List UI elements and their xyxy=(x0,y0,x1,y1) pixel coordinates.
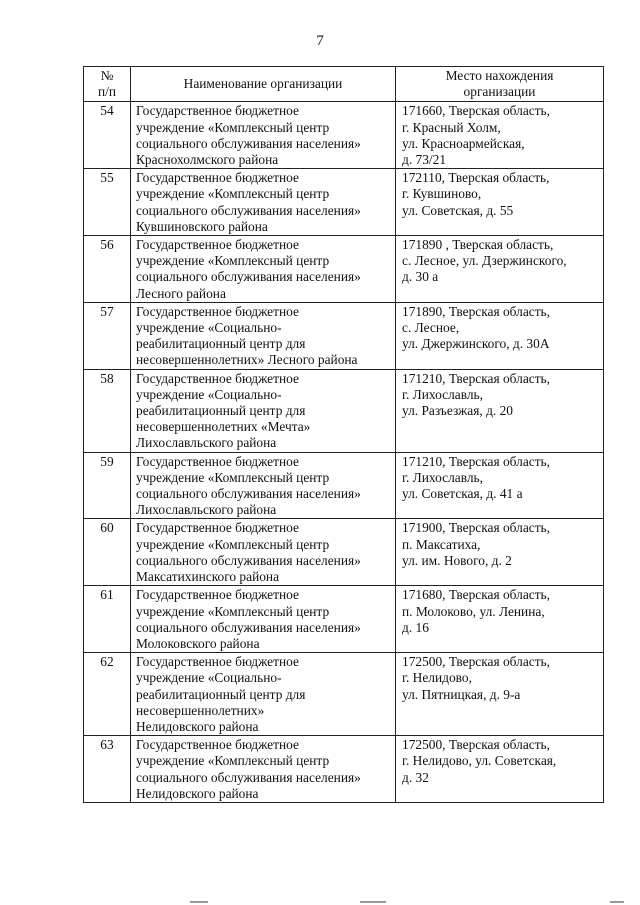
text-line: учреждение «Комплексный центр xyxy=(136,253,330,269)
text-line: учреждение «Социально- xyxy=(136,670,282,686)
organization-address xyxy=(396,302,604,369)
text-line: Государственное бюджетное xyxy=(136,237,299,253)
text-line: г. Лихославль, xyxy=(402,386,483,402)
header-row xyxy=(84,67,604,102)
table-row xyxy=(84,236,604,303)
text-line: реабилитационный центр для xyxy=(136,403,306,419)
text-line: ул. Разъезжая, д. 20 xyxy=(402,403,513,419)
text-line: 171890 , Тверская область, xyxy=(402,237,554,253)
text-line: д. 30 а xyxy=(402,269,439,285)
text-line: Лесного района xyxy=(136,285,226,301)
text-line: ул. Джержинского, д. 30А xyxy=(402,336,550,352)
text-line: ул. Советская, д. 41 а xyxy=(402,486,523,502)
text-line: Государственное бюджетное xyxy=(136,453,299,469)
text-line: 171680, Тверская область, xyxy=(402,587,551,603)
text-line: Государственное бюджетное xyxy=(136,737,299,753)
text-line: учреждение «Комплексный центр xyxy=(136,753,330,769)
organization-name xyxy=(131,452,396,519)
text-line: Государственное бюджетное xyxy=(136,654,299,670)
text-line: Нелидовского района xyxy=(136,718,259,734)
text-line: учреждение «Комплексный центр xyxy=(136,536,330,552)
row-number: 59 xyxy=(84,452,131,519)
organization-address xyxy=(396,102,604,169)
table-row xyxy=(84,519,604,586)
row-number: 62 xyxy=(84,653,131,736)
text-line: Нелидовского района xyxy=(136,785,259,801)
table-row xyxy=(84,736,604,803)
text-line: социального обслуживания населения» xyxy=(136,769,361,785)
table-body xyxy=(84,102,604,803)
organization-address xyxy=(396,736,604,803)
table-row xyxy=(84,369,604,452)
text-line: Государственное бюджетное xyxy=(136,520,299,536)
organization-address xyxy=(396,169,604,236)
text-line: 172500, Тверская область, xyxy=(402,654,551,670)
text-line: социального обслуживания населения» xyxy=(136,269,361,285)
text-line: Молоковского района xyxy=(136,635,260,651)
text-line: 171890, Тверская область, xyxy=(402,303,551,319)
text-line: Государственное бюджетное xyxy=(136,370,299,386)
organization-address xyxy=(396,653,604,736)
text-line: реабилитационный центр для xyxy=(136,336,306,352)
row-number: 57 xyxy=(84,302,131,369)
text-line: учреждение «Социально- xyxy=(136,386,282,402)
text-line: Лихославльского района xyxy=(136,435,277,451)
text-line: социального обслуживания населения» xyxy=(136,486,361,502)
text-line: Лихославльского района xyxy=(136,502,277,518)
text-line: учреждение «Комплексный центр xyxy=(136,469,330,485)
text-line: г. Нелидово, ул. Советская, xyxy=(402,753,557,769)
text-line: Кувшиновского района xyxy=(136,218,268,234)
text-line: п/п xyxy=(97,84,117,100)
table-row xyxy=(84,586,604,653)
table-row xyxy=(84,102,604,169)
text-line: социального обслуживания населения» xyxy=(136,619,361,635)
organization-address xyxy=(396,586,604,653)
text-line: социального обслуживания населения» xyxy=(136,552,361,568)
row-number: 58 xyxy=(84,369,131,452)
text-line: несовершеннолетних» Лесного района xyxy=(136,352,358,368)
text-line: ул. Пятницкая, д. 9-а xyxy=(402,686,521,702)
text-line: г. Нелидово, xyxy=(402,670,472,686)
text-line: Государственное бюджетное xyxy=(136,170,299,186)
organization-name xyxy=(131,236,396,303)
row-number: 63 xyxy=(84,736,131,803)
text-line: ул. им. Нового, д. 2 xyxy=(402,552,512,568)
organization-name xyxy=(131,519,396,586)
text-line: Место нахождения xyxy=(445,68,554,83)
page-number: 7 xyxy=(316,33,324,49)
text-line: социального обслуживания населения» xyxy=(136,135,361,151)
text-line: 172500, Тверская область, xyxy=(402,737,551,753)
text-line: Государственное бюджетное xyxy=(136,587,299,603)
row-number: 60 xyxy=(84,519,131,586)
text-line: учреждение «Социально- xyxy=(136,320,282,336)
header-name xyxy=(131,67,396,102)
text-line: 171660, Тверская область, xyxy=(402,103,551,119)
text-line: организации xyxy=(463,84,536,100)
row-number: 61 xyxy=(84,586,131,653)
table-header xyxy=(84,67,604,102)
text-line: г. Кувшиново, xyxy=(402,186,482,202)
organization-name xyxy=(131,586,396,653)
organization-address xyxy=(396,519,604,586)
organization-name xyxy=(131,653,396,736)
text-line: 171210, Тверская область, xyxy=(402,453,551,469)
text-line: д. 73/21 xyxy=(402,152,447,168)
text-line: Государственное бюджетное xyxy=(136,303,299,319)
table-row xyxy=(84,169,604,236)
organization-name xyxy=(131,169,396,236)
row-number: 55 xyxy=(84,169,131,236)
text-line: д. 16 xyxy=(402,619,429,635)
organization-name xyxy=(131,736,396,803)
organization-address xyxy=(396,236,604,303)
text-line: ул. Советская, д. 55 xyxy=(402,202,514,218)
scan-edge-marks xyxy=(0,899,640,905)
header-addr xyxy=(396,67,604,102)
text-line: несовершеннолетних «Мечта» xyxy=(136,419,311,435)
organization-name xyxy=(131,102,396,169)
text-line: с. Лесное, ул. Дзержинского, xyxy=(402,253,567,269)
text-line: д. 32 xyxy=(402,769,429,785)
text-line: реабилитационный центр для xyxy=(136,686,306,702)
text-line: г. Лихославль, xyxy=(402,469,483,485)
table-row xyxy=(84,302,604,369)
table-row xyxy=(84,653,604,736)
text-line: ул. Красноармейская, xyxy=(402,135,525,151)
table-row xyxy=(84,452,604,519)
text-line: Государственное бюджетное xyxy=(136,103,299,119)
text-line: Максатихинского района xyxy=(136,569,280,585)
row-number: 54 xyxy=(84,102,131,169)
text-line: Наименование организации xyxy=(183,76,343,92)
organization-address xyxy=(396,369,604,452)
text-line: 172110, Тверская область, xyxy=(402,170,550,186)
text-line: 171210, Тверская область, xyxy=(402,370,551,386)
text-line: несовершеннолетних» xyxy=(136,702,265,718)
text-line: г. Красный Холм, xyxy=(402,119,501,135)
text-line: учреждение «Комплексный центр xyxy=(136,186,330,202)
organization-name xyxy=(131,369,396,452)
text-line: Краснохолмского района xyxy=(136,152,279,168)
text-line: с. Лесное, xyxy=(402,320,460,336)
header-num xyxy=(84,67,131,102)
text-line: п. Максатиха, xyxy=(402,536,481,552)
row-number: 56 xyxy=(84,236,131,303)
text-line: учреждение «Комплексный центр xyxy=(136,603,330,619)
organization-address xyxy=(396,452,604,519)
text-line: социального обслуживания населения» xyxy=(136,202,361,218)
text-line: п. Молоково, ул. Ленина, xyxy=(402,603,545,619)
organization-name xyxy=(131,302,396,369)
text-line: 171900, Тверская область, xyxy=(402,520,551,536)
text-line: учреждение «Комплексный центр xyxy=(136,119,330,135)
organizations-table xyxy=(83,66,604,803)
text-line: № xyxy=(100,68,114,83)
